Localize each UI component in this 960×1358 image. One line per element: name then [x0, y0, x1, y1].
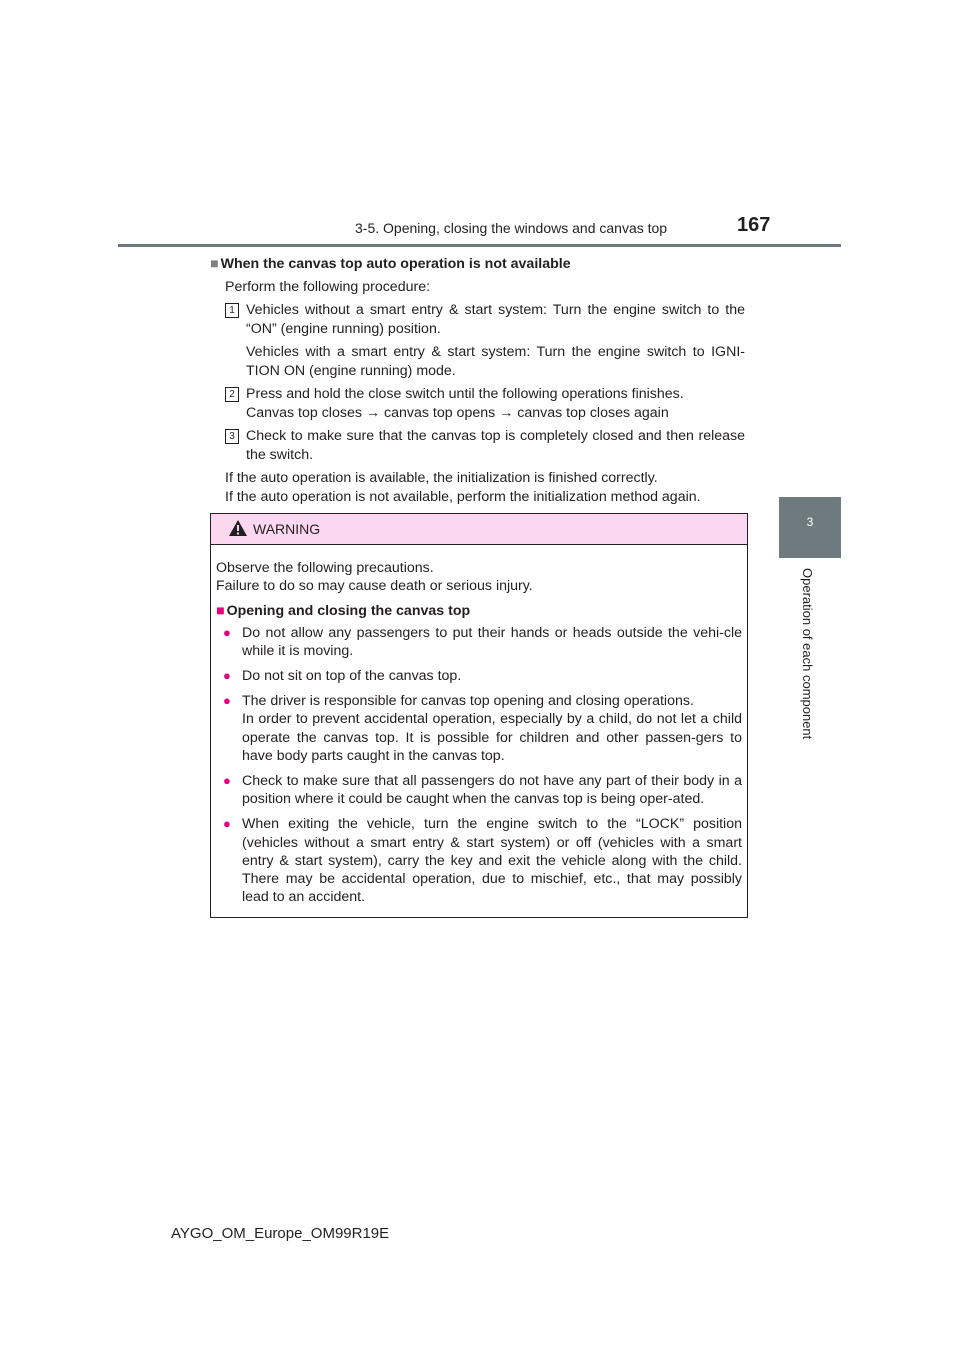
circle-bullet-icon: ● [223, 693, 231, 709]
warning-bullet-text: In order to prevent accidental operation, especially by a child, do not let a child operate the canvas top. It is possible for children and other passen-gers to have body parts caught in the canvas top. [242, 711, 742, 764]
warning-bullet-text: The driver is responsible for canvas top opening and closing operations. [242, 693, 694, 710]
result-note: If the auto operation is available, the initialization is finished correctly. [225, 470, 658, 486]
warning-bullet [223, 667, 742, 685]
step-number-box: 3 [225, 429, 239, 444]
warning-body [211, 545, 747, 906]
warning-triangle-icon [228, 519, 248, 537]
warning-bullet [223, 772, 742, 808]
step-3 [229, 427, 745, 465]
circle-bullet-icon: ● [223, 773, 231, 789]
warning-bullet-text: Do not allow any passengers to put their hands or heads outside the vehi-cle while it is moving. [242, 624, 742, 659]
chapter-side-label-text: Operation of each component [800, 568, 815, 740]
document-id: AYGO_OM_Europe_OM99R19E [171, 1225, 390, 1242]
warning-bullet-text: Do not sit on top of the canvas top. [242, 668, 462, 685]
step-text: Press and hold the close switch until the following operations finishes. [246, 386, 684, 402]
step-text: Vehicles without a smart entry & start system: Turn the engine switch to the “ON” (engine running) position. [246, 302, 745, 337]
warning-bullet-text: When exiting the vehicle, turn the engine switch to the “LOCK” position (vehicles without a smart entry & start system) or off (vehicles with a smart entry & start system), carry the key and exit the vehicle along with the child. There may be accidental operation, due to mischief, etc., that may possibly lead to an accident. [242, 816, 742, 906]
circle-bullet-icon: ● [223, 816, 231, 832]
warning-bullet [223, 815, 742, 906]
step-1 [229, 301, 745, 381]
warning-subheading-text: Opening and closing the canvas top [226, 603, 471, 620]
procedure-intro: Perform the following procedure: [225, 279, 431, 295]
circle-bullet-icon: ● [223, 668, 231, 684]
step-number-box: 2 [225, 387, 239, 402]
warning-intro: Observe the following precautions. [216, 560, 434, 576]
page-number: 167 [737, 214, 771, 236]
header-divider [118, 244, 841, 247]
section-heading [210, 255, 745, 274]
warning-title: WARNING [253, 521, 321, 537]
result-note: If the auto operation is not available, perform the initialization method again. [225, 489, 701, 505]
main-content [210, 255, 745, 511]
step-text: Vehicles with a smart entry & start system: Turn the engine switch to IGNI-TION ON (engine running) mode. [246, 344, 745, 379]
warning-bullet [223, 692, 742, 765]
step-2 [229, 385, 745, 423]
warning-subheading [216, 602, 742, 620]
step-sequence: Canvas top closes → canvas top opens → canvas top closes again [246, 405, 669, 421]
step-text: Check to make sure that the canvas top is completely closed and then release the switch. [246, 428, 745, 463]
circle-bullet-icon: ● [223, 624, 231, 640]
section-title: 3-5. Opening, closing the windows and canvas top [355, 220, 668, 236]
square-bullet-icon: ■ [216, 603, 225, 620]
warning-bullet [223, 624, 742, 660]
section-heading-text: When the canvas top auto operation is not available [220, 256, 571, 272]
warning-header [211, 514, 747, 545]
warning-bullet-text: Check to make sure that all passengers do not have any part of their body in a position where it could be caught when the canvas top is being oper-ated. [242, 773, 742, 808]
warning-intro: Failure to do so may cause death or serious injury. [216, 578, 533, 595]
chapter-side-label [797, 568, 817, 768]
square-bullet-icon: ■ [210, 256, 219, 272]
chapter-tab: 3 [779, 497, 841, 558]
step-number-box: 1 [225, 303, 239, 318]
warning-box [210, 513, 748, 918]
